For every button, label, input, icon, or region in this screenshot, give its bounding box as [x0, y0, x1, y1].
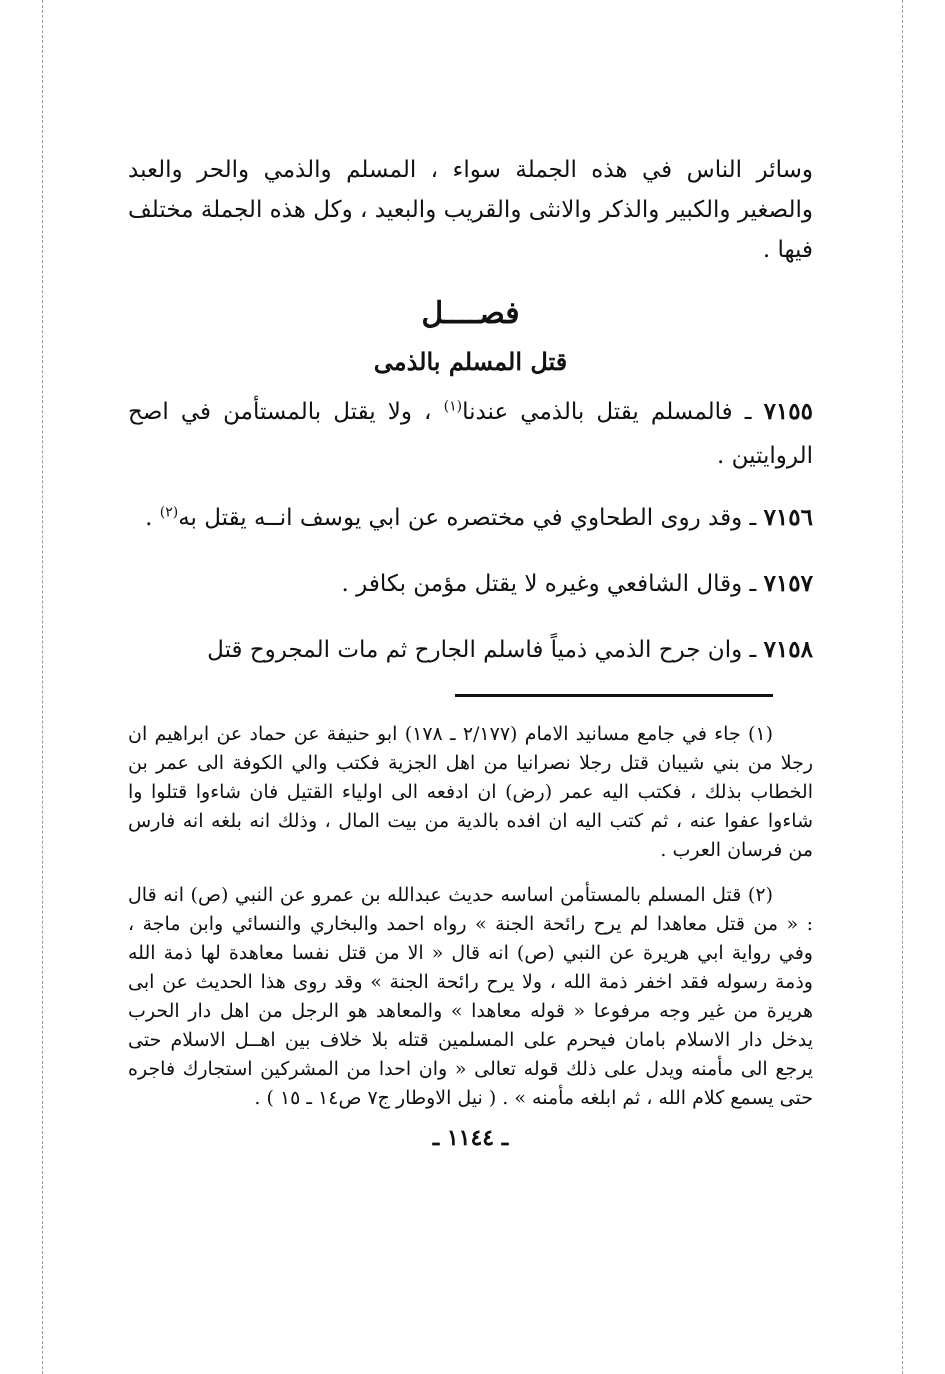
intro-paragraph: وسائر الناس في هذه الجملة سواء ، المسلم والذمي والحر والعبد والصغير والكبير والذكر والانثى والقريب والبعيد ، وكل هذه الجملة مختلف فيها . — [128, 157, 813, 263]
document-page — [128, 150, 813, 1173]
item-text: فالمسلم يقتل بالذمي عندنا — [462, 399, 733, 425]
item-7157: ٧١٥٧ ـ وقال الشافعي وغيره لا يقتل مؤمن بكافر . — [341, 570, 813, 597]
item-7155: ٧١٥٥ ـ فالمسلم يقتل بالذمي عندنا$^{(١)}$ ، ولا يقتل بالمستأمن في اصح الروايتين . — [128, 398, 813, 469]
page-number: ـ ١١٤٤ ـ — [432, 1125, 509, 1151]
footnote-1: (١) جاء في جامع مسانيد الامام (٢/١٧٧ ـ ١٧٨) ابو حنيفة عن حماد عن ابراهيم ان رجلا من بني شيبان قتل رجلا نصرانيا من اهل الجزية فكتب والي الكوفة الى عمر بن الخطاب بذلك ، فكتب اليه عمر (رض) ان ادفعه الى اولياء القتيل فان شاءوا قتلوا وا شاءوا عفوا عنه ، ثم كتب اليه ان افده بالدية من بيت المال ، وذلك انه بلغه انه فارس من فرسان العرب . — [128, 723, 814, 861]
item-text: وقد روى الطحاوي في مختصره عن ابي يوسف انــه يقتل به — [178, 505, 743, 531]
item-number: ٧١٥٨ — [763, 636, 813, 663]
footnote-2: (٢) قتل المسلم بالمستأمن اساسه حديث عبدالله بن عمرو عن النبي (ص) انه قال : « من قتل معاهدا لم يرح رائحة الجنة » رواه احمد والبخاري والنسائي وابن ماجة ، وفي رواية ابي هريرة عن النبي (ص) انه قال « الا من قتل نفسا معاهدة لها ذمة الله وذمة رسوله فقد اخفر ذمة الله ، ولا يرح رائحة الجنة » وقد روى هذا الحديث عن ابى هريرة من غير وجه مرفوعا « قوله معاهدا » والمعاهد هو الرجل من اهل دار الحرب يدخل دار الاسلام بامان فيحرم على المسلمين قتله بلا خلاف بين اهــل الاسلام حتى يرجع الى مأمنه ويدل على ذلك قوله تعالى « وان احدا من المشركين استجارك فاجره حتى يسمع كلام الله ، ثم ابلغه مأمنه » . ( نيل الاوطار ج٧ ص١٤ ـ ١٥ ) . — [128, 884, 813, 1109]
item-text-continued: . — [145, 505, 153, 531]
item-number: ٧١٥٥ — [763, 398, 813, 425]
section-title: قتل المسلم بالذمى — [373, 347, 568, 376]
footnote-separator — [128, 684, 813, 706]
item-text-continued: ، ولا يقتل بالمستأمن في اصح الروايتين . — [128, 399, 813, 469]
scan-margin-line-right — [902, 0, 903, 1374]
item-number: ٧١٥٧ — [763, 570, 813, 597]
item-7156: ٧١٥٦ ـ وقد روى الطحاوي في مختصره عن ابي يوسف انــه يقتل به$^{(٢)}$ . — [145, 504, 813, 531]
item-number: ٧١٥٦ — [763, 504, 813, 531]
item-7158: ٧١٥٨ ـ وان جرح الذمي ذمياً فاسلم الجارح ثم مات المجروح قتل — [207, 636, 813, 663]
footnote-ref: (١) — [443, 398, 463, 415]
item-text: وان جرح الذمي ذمياً فاسلم الجارح ثم مات المجروح قتل — [207, 637, 743, 663]
footnote-ref: (٢) — [159, 504, 179, 521]
scan-margin-line-left — [42, 0, 43, 1374]
section-heading: فصــــل — [421, 296, 520, 331]
item-text: وقال الشافعي وغيره لا يقتل مؤمن بكافر . — [341, 571, 743, 597]
